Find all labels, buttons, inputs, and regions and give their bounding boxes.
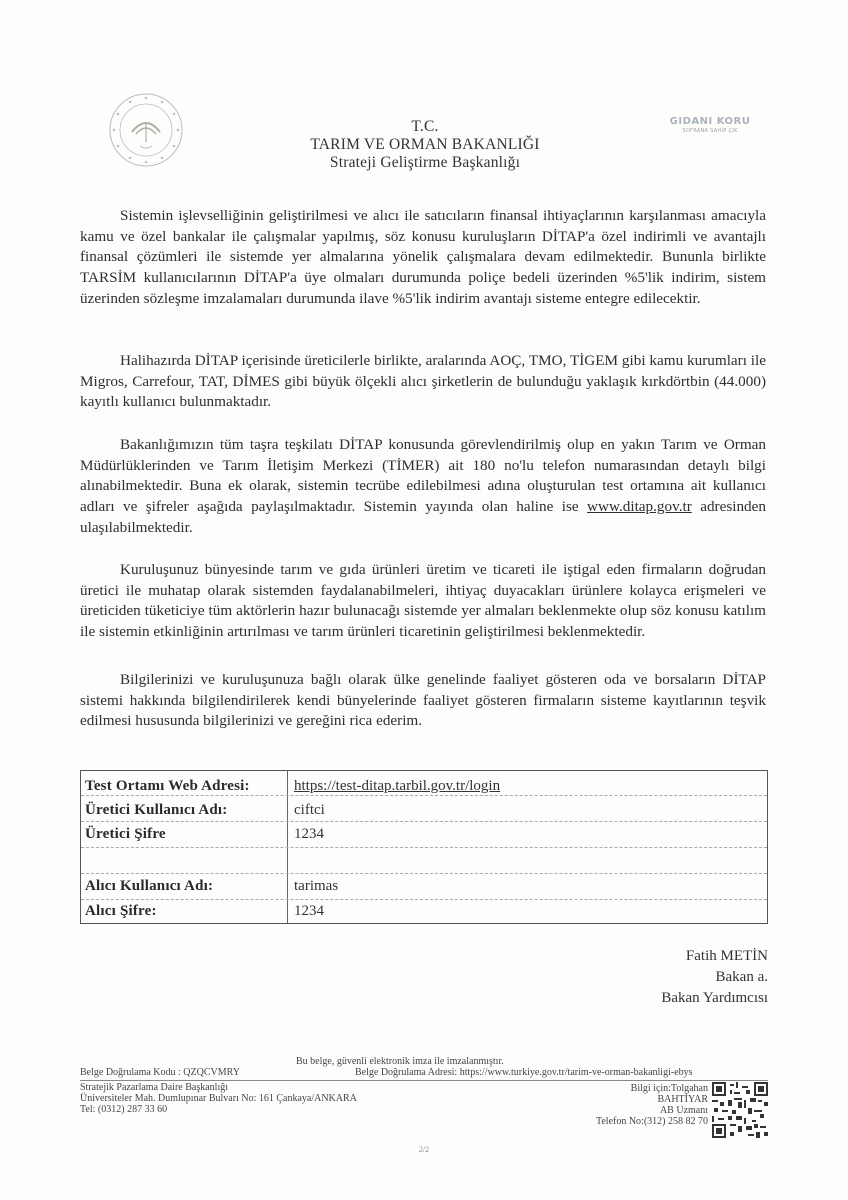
esign-note: Bu belge, güvenli elektronik imza ile imzalanmıştır. — [296, 1056, 504, 1067]
logo-subtext: SOFRANA SAHİP ÇIK — [682, 128, 738, 134]
verification-code: Belge Doğrulama Kodu : QZQCVMRY — [80, 1067, 240, 1078]
row-label: Alıcı Şifre: — [85, 902, 157, 919]
table-row — [81, 823, 767, 845]
paragraph-4: Kuruluşunuz bünyesinde tarım ve gıda ürünleri üretim ve ticareti ile iştigal eden firmaların doğrudan üretici ile muhatap olarak sistemden faydalanabilmeleri, ihtiyaç duyacakları ürünlere kolayca erişmeleri ve üreticiden tüketiciye tüm aktörlerin hazır bulunacağı sistemde yer almaları beklenmekte olup söz konusu katılım ile sistemin etkinliğinin artırılması ve tarım ürünleri ticaretinin geliştirilmesi beklenmektedir. — [80, 561, 766, 641]
paragraph-3-text: Bakanlığımızın tüm taşra teşkilatı DİTAP konusunda görevlendirilmiş olup en yakın Tarım ve Orman Müdürlüklerinden ve Tarım İletişim Merkezi (TİMER) ait 180 no'lu telefon numarasından detaylı bilgi alınabilmektedir. Buna ek olarak, sistemin tecrübe edilebilmesi adına oluşturulan test ortamına ait kullanıcı adları ve şifreler aşağıda paylaşılmaktadır. Sistemin yayında olan haline ise — [80, 436, 766, 516]
footer-contact-right — [560, 1083, 708, 1127]
paragraph-3-end: adresinden ulaşılabilmektedir. — [80, 498, 766, 536]
signature-block — [661, 946, 768, 1009]
producer-password: 1234 — [294, 825, 324, 842]
verification-address: Belge Doğrulama Adresi: https://www.turkiye.gov.tr/tarim-ve-orman-bakanligi-ebys — [355, 1067, 693, 1078]
gidani-koru-logo — [660, 116, 760, 134]
paragraph-2: Halihazırda DİTAP içerisinde üreticilerle birlikte, aralarında AOÇ, TMO, TİGEM gibi kamu kurumları ile Migros, Carrefour, TAT, DİMES gibi büyük ölçekli alıcı şirketlerin de bulunduğu yaklaşık kırkdörtbin (44.000) kayıtlı kullanıcı bulunmaktadır. — [80, 352, 766, 411]
contact-line-3: AB Uzmanı — [659, 1105, 708, 1116]
footer-divider — [80, 1080, 768, 1081]
row-separator — [81, 873, 767, 874]
header-tc: T.C. — [411, 118, 439, 135]
ditap-link[interactable]: www.ditap.gov.tr — [587, 498, 692, 516]
row-separator — [81, 847, 767, 848]
footer-contact-left — [80, 1082, 357, 1115]
contact-line-1: Bilgi için:Tolgahan — [630, 1083, 708, 1094]
page-number: 2/2 — [418, 1145, 430, 1154]
letterhead — [270, 118, 580, 172]
footer-address: Üniversiteler Mah. Dumlupınar Bulvarı No: 161 Çankaya/ANKARA — [80, 1093, 357, 1104]
table-row — [81, 900, 767, 922]
contact-line-4: Telefon No:(312) 258 82 70 — [595, 1116, 708, 1127]
row-label: Test Ortamı Web Adresi: — [85, 777, 250, 794]
row-label: Üretici Kullanıcı Adı: — [85, 801, 228, 818]
row-separator — [81, 821, 767, 822]
credentials-table — [80, 770, 768, 924]
paragraph-1: Sistemin işlevselliğinin geliştirilmesi ve alıcı ile satıcıların finansal ihtiyaçlarının karşılanması amacıyla kamu ve özel bankalar ile çalışmalar yapılmış, söz konusu kuruluşların DİTAP'a özel indirimli ve avantajlı finansal çözümleri ile sistemde yer almalarına yönelik çalışmalara devam edilmektedir. Bununla birlikte TARSİM kullanıcılarının DİTAP'a üye olmaları durumunda poliçe bedeli üzerinden %5'lik indirim, sistem üzerinden sözleşme imzalamaları durumunda ilave %5'lik indirim avantajı sisteme entegre edilecektir. — [80, 207, 766, 307]
test-url-link[interactable]: https://test-ditap.tarbil.gov.tr/login — [294, 777, 501, 794]
table-row — [81, 875, 767, 897]
ministry-seal-icon — [108, 92, 184, 168]
contact-line-2: BAHTİYAR — [657, 1094, 708, 1105]
logo-text: GIDANI KORU — [669, 116, 751, 127]
buyer-username: tarimas — [294, 877, 339, 894]
row-label: Alıcı Kullanıcı Adı: — [85, 877, 214, 894]
footer-department: Stratejik Pazarlama Daire Başkanlığı — [80, 1082, 229, 1093]
footer-phone: Tel: (0312) 287 33 60 — [80, 1104, 168, 1115]
table-row — [81, 799, 767, 821]
buyer-password: 1234 — [294, 902, 324, 919]
header-ministry: TARIM VE ORMAN BAKANLIĞI — [310, 136, 540, 153]
table-row — [81, 775, 767, 797]
signer-title-1: Bakan a. — [715, 969, 768, 985]
qr-code-icon — [712, 1082, 768, 1138]
paragraph-5: Bilgilerinizi ve kuruluşunuza bağlı olarak ülke genelinde faaliyet gösteren oda ve borsaların DİTAP sistemi hakkında bilgilendirilerek kendi bünyelerinde faaliyet gösteren firmaların sisteme kayıtlarının teşvik edilmesi hususunda bilgilerinizi ve gereğini rica ederim. — [80, 671, 766, 730]
paragraph-3 — [80, 435, 766, 539]
row-label: Üretici Şifre — [85, 825, 166, 842]
signer-title-2: Bakan Yardımcısı — [661, 990, 768, 1006]
signer-name: Fatih METİN — [685, 948, 768, 964]
producer-username: ciftci — [294, 801, 325, 818]
header-department: Strateji Geliştirme Başkanlığı — [329, 154, 521, 171]
